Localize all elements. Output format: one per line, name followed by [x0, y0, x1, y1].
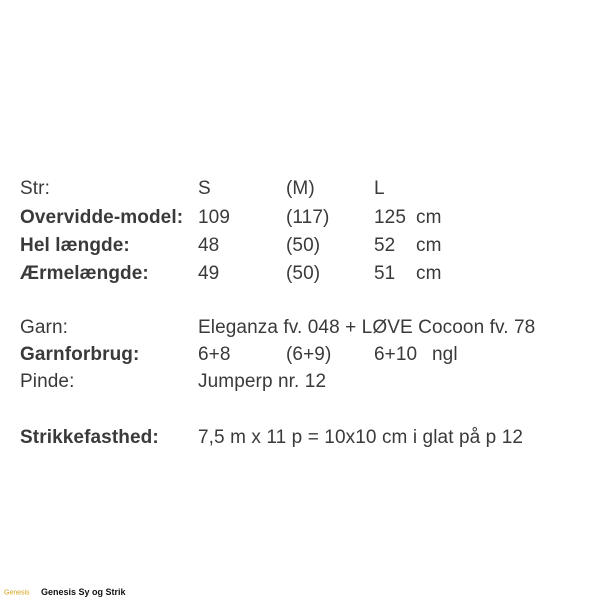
- measurement-label: Ærmelængde:: [20, 263, 149, 284]
- measurement-value-m: (50): [286, 235, 321, 256]
- gauge-row: [0, 425, 610, 451]
- measurement-row-sleeve: [0, 261, 610, 287]
- yarn-label: Garn:: [20, 317, 69, 338]
- measurement-value-l: 125: [374, 207, 407, 228]
- measurement-unit: cm: [416, 207, 442, 228]
- measurement-value-l: 52: [374, 235, 396, 256]
- measurement-unit: cm: [416, 263, 442, 284]
- consumption-value-s: 6+8: [198, 344, 231, 365]
- needles-value: Jumperp nr. 12: [198, 371, 327, 392]
- size-row: [0, 176, 610, 202]
- measurement-row-chest: [0, 205, 610, 231]
- needles-label: Pinde:: [20, 371, 75, 392]
- consumption-unit: ngl: [432, 344, 458, 365]
- measurement-row-length: [0, 233, 610, 259]
- gauge-label: Strikkefasthed:: [20, 427, 159, 448]
- size-m: (M): [286, 178, 315, 199]
- size-s: S: [198, 178, 211, 199]
- size-l: L: [374, 178, 385, 199]
- measurement-value-m: (117): [286, 207, 330, 228]
- consumption-value-l: 6+10: [374, 344, 418, 365]
- consumption-row: [0, 342, 610, 368]
- measurement-value-s: 109: [198, 207, 231, 228]
- measurement-value-s: 48: [198, 235, 220, 256]
- gauge-value: 7,5 m x 11 p = 10x10 cm i glat på p 12: [198, 427, 524, 448]
- measurement-unit: cm: [416, 235, 442, 256]
- measurement-value-m: (50): [286, 263, 321, 284]
- brand-name: Genesis Sy og Strik: [41, 587, 126, 597]
- size-label: Str:: [20, 178, 50, 199]
- logo-text: Genesis: [4, 589, 30, 596]
- genesis-logo: [3, 588, 33, 596]
- yarn-row: [0, 315, 610, 341]
- measurement-label: Overvidde-model:: [20, 207, 184, 228]
- measurement-label: Hel længde:: [20, 235, 130, 256]
- measurement-value-s: 49: [198, 263, 220, 284]
- measurement-value-l: 51: [374, 263, 396, 284]
- consumption-value-m: (6+9): [286, 344, 332, 365]
- yarn-value: Eleganza fv. 048 + LØVE Cocoon fv. 78: [198, 317, 536, 338]
- needles-row: [0, 369, 610, 395]
- consumption-label: Garnforbrug:: [20, 344, 140, 365]
